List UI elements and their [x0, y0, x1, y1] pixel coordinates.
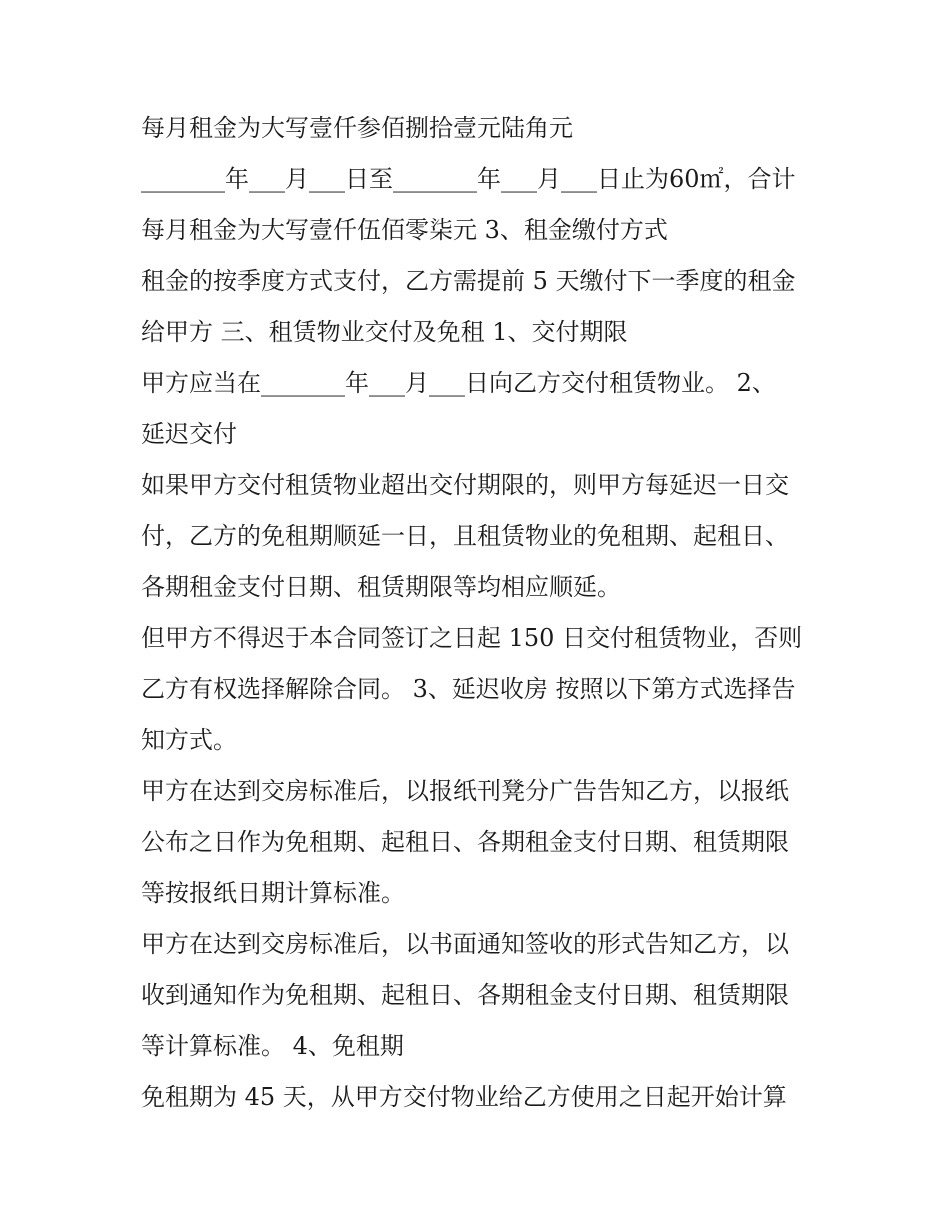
text-line: 延迟交付	[141, 420, 237, 448]
text-line: 每月租金为大写壹仟伍佰零柒元 3、租金缴付方式	[141, 216, 668, 244]
text-line: 给甲方 三、租赁物业交付及免租 1、交付期限	[141, 318, 628, 346]
text-line: 甲方在达到交房标准后，以报纸刊凳分广告告知乙方，以报纸	[141, 777, 789, 805]
text-line: 免租期为 45 天，从甲方交付物业给乙方使用之日起开始计算	[141, 1083, 787, 1111]
document-body	[141, 103, 821, 1123]
text-line: 甲方应当在_______年___月___日向乙方交付租赁物业。 2、	[141, 369, 776, 397]
text-line: 收到通知作为免租期、起租日、各期租金支付日期、租赁期限	[141, 981, 789, 1009]
text-line: 租金的按季度方式支付，乙方需提前 5 天缴付下一季度的租金	[141, 267, 796, 295]
text-line: 付，乙方的免租期顺延一日，且租赁物业的免租期、起租日、	[141, 522, 789, 550]
text-line: 知方式。	[141, 726, 237, 754]
text-line: _______年___月___日至_______年___月___日止为60㎡，合计	[141, 165, 796, 193]
text-line: 但甲方不得迟于本合同签订之日起 150 日交付租赁物业，否则	[141, 624, 803, 652]
text-line: 每月租金为大写壹仟参佰捌拾壹元陆角元	[141, 114, 573, 142]
text-line: 甲方在达到交房标准后，以书面通知签收的形式告知乙方，以	[141, 930, 789, 958]
text-line: 各期租金支付日期、租赁期限等均相应顺延。	[141, 573, 621, 601]
text-line: 等计算标准。 4、免租期	[141, 1032, 404, 1060]
text-line: 公布之日作为免租期、起租日、各期租金支付日期、租赁期限	[141, 828, 789, 856]
text-line: 如果甲方交付租赁物业超出交付期限的，则甲方每延迟一日交	[141, 471, 789, 499]
text-line: 等按报纸日期计算标准。	[141, 879, 405, 907]
text-line: 乙方有权选择解除合同。 3、延迟收房 按照以下第方式选择告	[141, 675, 796, 703]
